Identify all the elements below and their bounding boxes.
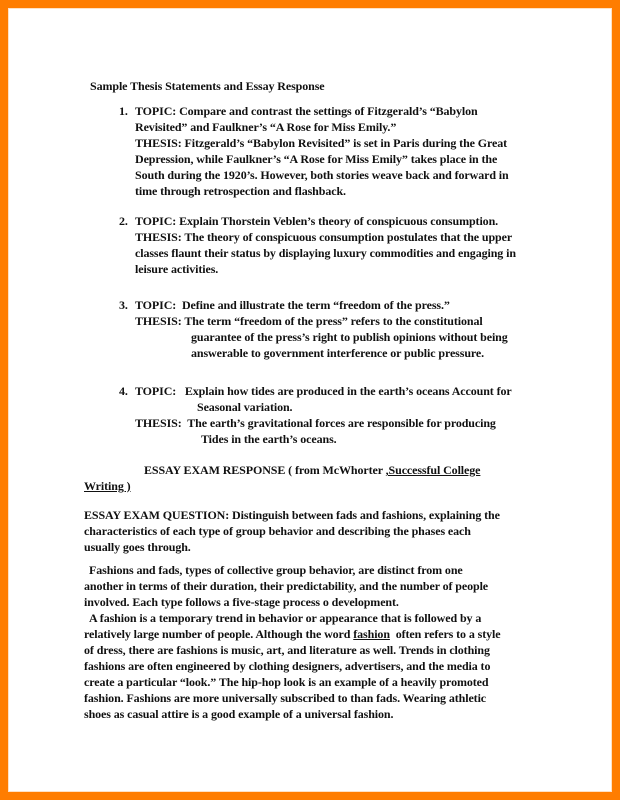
text-line: guarantee of the press’s right to publish opinions without being (191, 330, 508, 344)
text-line: THESIS: The theory of conspicuous consumption postulates that the upper (135, 230, 513, 244)
underlined-book-title-continued: Writing ) (84, 479, 131, 493)
list-item-text (135, 383, 552, 447)
underlined-book-title: ,Successful College (385, 463, 481, 477)
text-line: shoes as casual attire is a good example of a universal fashion. (84, 707, 394, 721)
text-line: Tides in the earth’s oceans. (201, 432, 337, 446)
page-content (8, 8, 612, 792)
essay-exam-question (84, 507, 552, 555)
underlined-word-fashion: fashion (353, 627, 390, 641)
text-line: time through retrospection and flashback. (135, 184, 346, 198)
text-line: South during the 1920’s. However, both stories weave back and forward in (135, 168, 509, 182)
text-line: TOPIC: Define and illustrate the term “freedom of the press.” (135, 298, 450, 312)
heading-line (84, 478, 552, 494)
line-segment: often refers to a style (389, 627, 501, 641)
text-line: A fashion is a temporary trend in behavior or appearance that is followed by a (89, 611, 482, 625)
list-item-text (135, 297, 552, 361)
heading-prefix: ESSAY EXAM RESPONSE ( from McWhorter (144, 463, 386, 477)
list-item-text (135, 103, 552, 199)
list-number: 2. (119, 214, 128, 228)
text-line: usually goes through. (84, 540, 191, 554)
list-number: 3. (119, 298, 128, 312)
list-number: 4. (119, 384, 128, 398)
text-line: create a particular “look.” The hip-hop look is an example of a heavily promoted (84, 675, 489, 689)
body-paragraph-2 (84, 610, 552, 722)
text-line: fashions are often engineered by clothing designers, advertisers, and the media to (84, 659, 491, 673)
thesis-item-3 (84, 297, 552, 361)
text-line: Revisited” and Faulkner’s “A Rose for Miss Emily.” (135, 120, 397, 134)
text-line (84, 626, 552, 642)
list-number: 1. (119, 104, 128, 118)
body-paragraph-1 (84, 562, 552, 610)
text-line: ESSAY EXAM QUESTION: Distinguish between fads and fashions, explaining the (84, 508, 500, 522)
thesis-item-4 (84, 383, 552, 447)
thesis-item-2 (84, 213, 552, 277)
text-line: of dress, there are fashions is music, art, and literature as well. Trends in clothing (84, 643, 490, 657)
document-title: Sample Thesis Statements and Essay Response (90, 79, 325, 93)
text-line: leisure activities. (135, 262, 219, 276)
text-line: TOPIC: Compare and contrast the settings of Fitzgerald’s “Babylon (135, 104, 478, 118)
text-line: THESIS: The earth’s gravitational forces are responsible for producing (135, 416, 496, 430)
text-line: fashion. Fashions are more universally subscribed to than fads. Wearing athletic (84, 691, 487, 705)
heading-line (84, 462, 552, 478)
text-line: characteristics of each type of group behavior and describing the phases each (84, 524, 471, 538)
line-segment: relatively large number of people. Although the word (84, 627, 354, 641)
text-line: TOPIC: Explain how tides are produced in the earth’s oceans Account for (135, 384, 512, 398)
list-item-text (135, 213, 552, 277)
text-line: involved. Each type follows a five-stage process o development. (84, 595, 399, 609)
text-line: answerable to government interference or public pressure. (191, 346, 485, 360)
text-line: Seasonal variation. (197, 400, 293, 414)
text-line: classes flaunt their status by displaying luxury commodities and engaging in (135, 246, 516, 260)
text-line: another in terms of their duration, their predictability, and the number of people (84, 579, 489, 593)
essay-exam-response-heading (84, 462, 552, 494)
thesis-item-1 (84, 103, 552, 199)
text-line: THESIS: The term “freedom of the press” refers to the constitutional (135, 314, 483, 328)
text-line: TOPIC: Explain Thorstein Veblen’s theory of conspicuous consumption. (135, 214, 499, 228)
text-line: Fashions and fads, types of collective group behavior, are distinct from one (89, 563, 463, 577)
text-line: Depression, while Faulkner’s “A Rose for Miss Emily” takes place in the (135, 152, 498, 166)
text-line: THESIS: Fitzgerald’s “Babylon Revisited” is set in Paris during the Great (135, 136, 508, 150)
